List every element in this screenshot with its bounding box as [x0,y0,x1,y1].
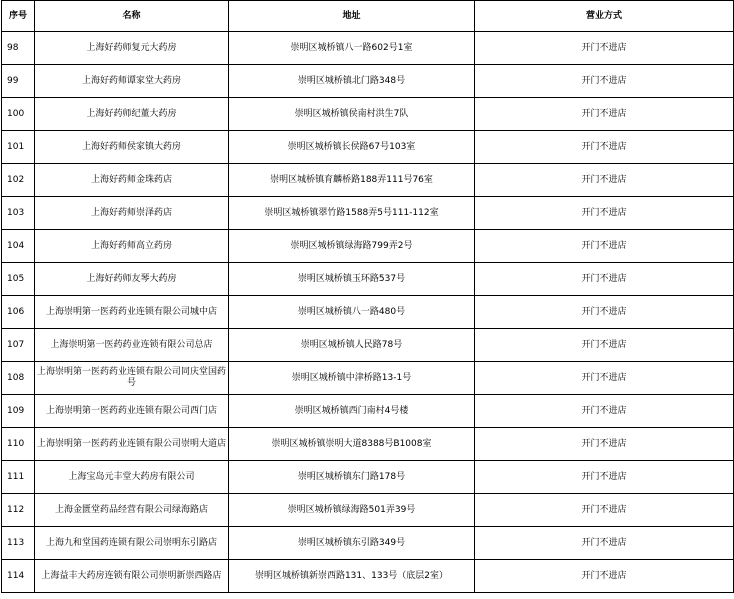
table-row [2,362,734,395]
table-row [2,329,734,362]
cell-seq: 111 [2,461,35,494]
cell-mode: 开门不进店 [475,296,734,329]
cell-mode: 开门不进店 [475,65,734,98]
table-row [2,164,734,197]
cell-address: 崇明区城桥镇东门路178号 [229,461,475,494]
cell-seq: 112 [2,494,35,527]
cell-address: 崇明区城桥镇长侯路67号103室 [229,131,475,164]
cell-seq: 99 [2,65,35,98]
cell-mode: 开门不进店 [475,494,734,527]
cell-name: 上海好药师侯家镇大药房 [35,131,229,164]
cell-mode: 开门不进店 [475,395,734,428]
cell-address: 崇明区城桥镇玉环路537号 [229,263,475,296]
table-row [2,263,734,296]
cell-name: 上海崇明第一医药药业连锁有限公司同庆堂国药号 [35,362,229,395]
table-row [2,560,734,593]
cell-address: 崇明区城桥镇绿海路501弄39号 [229,494,475,527]
cell-seq: 104 [2,230,35,263]
table-body [2,32,734,593]
cell-name: 上海好药师金珠药店 [35,164,229,197]
cell-address: 崇明区城桥镇西门南村4号楼 [229,395,475,428]
header-address: 地址 [229,1,475,32]
cell-seq: 102 [2,164,35,197]
cell-address: 崇明区城桥镇北门路348号 [229,65,475,98]
table-row [2,296,734,329]
cell-seq: 105 [2,263,35,296]
cell-seq: 100 [2,98,35,131]
table-row [2,197,734,230]
cell-address: 崇明区城桥镇绿海路799弄2号 [229,230,475,263]
cell-address: 崇明区城桥镇八一路602号1室 [229,32,475,65]
cell-address: 崇明区城桥镇崇明大道8388号B1008室 [229,428,475,461]
cell-name: 上海好药师崇泽药店 [35,197,229,230]
cell-mode: 开门不进店 [475,197,734,230]
cell-mode: 开门不进店 [475,131,734,164]
cell-address: 崇明区城桥镇东引路349号 [229,527,475,560]
cell-seq: 101 [2,131,35,164]
cell-mode: 开门不进店 [475,230,734,263]
cell-seq: 106 [2,296,35,329]
table-row [2,230,734,263]
cell-seq: 107 [2,329,35,362]
cell-mode: 开门不进店 [475,527,734,560]
cell-seq: 98 [2,32,35,65]
cell-name: 上海好药师友琴大药房 [35,263,229,296]
cell-mode: 开门不进店 [475,428,734,461]
cell-address: 崇明区城桥镇人民路78号 [229,329,475,362]
header-row [2,1,734,32]
cell-seq: 103 [2,197,35,230]
cell-name: 上海九和堂国药连锁有限公司崇明东引路店 [35,527,229,560]
cell-mode: 开门不进店 [475,329,734,362]
header-mode: 营业方式 [475,1,734,32]
cell-seq: 113 [2,527,35,560]
cell-name: 上海崇明第一医药药业连锁有限公司城中店 [35,296,229,329]
table-row [2,527,734,560]
table-row [2,98,734,131]
cell-address: 崇明区城桥镇侯南村洪生7队 [229,98,475,131]
cell-seq: 109 [2,395,35,428]
table-row [2,395,734,428]
table-row [2,131,734,164]
cell-mode: 开门不进店 [475,362,734,395]
cell-address: 崇明区城桥镇八一路480号 [229,296,475,329]
cell-name: 上海崇明第一医药药业连锁有限公司崇明大道店 [35,428,229,461]
cell-name: 上海益丰大药房连锁有限公司崇明新崇西路店 [35,560,229,593]
cell-mode: 开门不进店 [475,263,734,296]
cell-seq: 114 [2,560,35,593]
cell-address: 崇明区城桥镇新崇西路131、133号（底层2室） [229,560,475,593]
header-seq: 序号 [2,1,35,32]
pharmacy-table [1,0,734,593]
cell-mode: 开门不进店 [475,461,734,494]
header-name: 名称 [35,1,229,32]
table-row [2,494,734,527]
cell-address: 崇明区城桥镇育麟桥路188弄111号76室 [229,164,475,197]
cell-mode: 开门不进店 [475,98,734,131]
cell-mode: 开门不进店 [475,32,734,65]
table-row [2,32,734,65]
table-row [2,428,734,461]
cell-name: 上海好药师复元大药房 [35,32,229,65]
cell-name: 上海好药师谭家堂大药房 [35,65,229,98]
cell-name: 上海宝岛元丰堂大药房有限公司 [35,461,229,494]
cell-seq: 108 [2,362,35,395]
cell-mode: 开门不进店 [475,560,734,593]
table-row [2,65,734,98]
cell-address: 崇明区城桥镇翠竹路1588弄5号111-112室 [229,197,475,230]
cell-mode: 开门不进店 [475,164,734,197]
cell-name: 上海好药师高立药房 [35,230,229,263]
table-row [2,461,734,494]
cell-seq: 110 [2,428,35,461]
cell-name: 上海好药师纪董大药房 [35,98,229,131]
cell-name: 上海崇明第一医药药业连锁有限公司总店 [35,329,229,362]
cell-name: 上海金匮堂药品经营有限公司绿海路店 [35,494,229,527]
cell-name: 上海崇明第一医药药业连锁有限公司西门店 [35,395,229,428]
cell-address: 崇明区城桥镇中津桥路13-1号 [229,362,475,395]
